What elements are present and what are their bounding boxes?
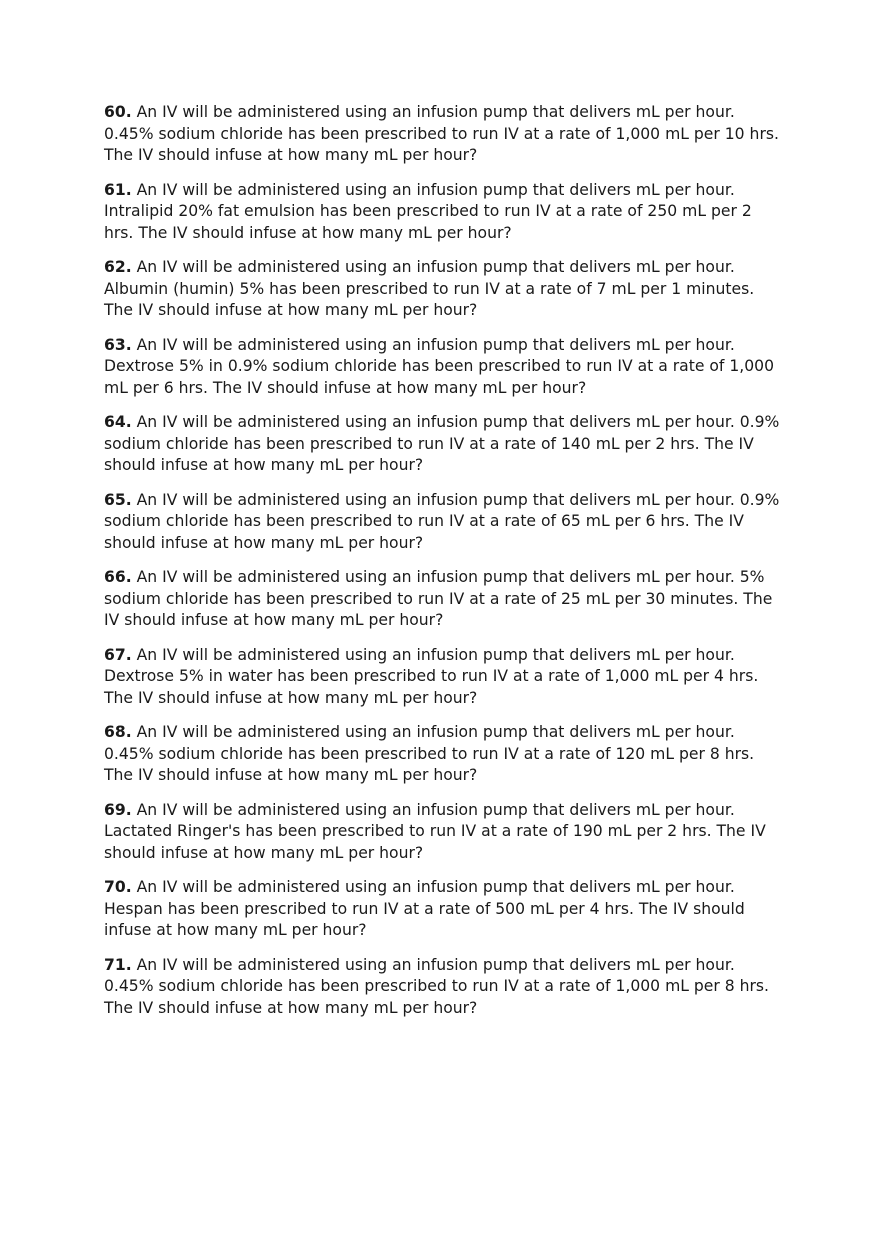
question-number: 71. — [104, 955, 132, 974]
question-text: An IV will be administered using an infusion pump that delivers mL per hour. Dextrose 5% in water has been prescribed to run IV at a rate of 1,000 mL per 4 hrs. The IV should infuse at how many mL per hour? — [104, 645, 759, 707]
question-text: An IV will be administered using an infusion pump that delivers mL per hour. 0.45% sodium chloride has been prescribed to run IV at a rate of 1,000 mL per 10 hrs. The IV should infuse at how many mL per hour? — [104, 103, 779, 164]
question-text: An IV will be administered using an infusion pump that delivers mL per hour. Dextrose 5% in 0.9% sodium chloride has been prescribed to run IV at a rate of 1,000 mL per 6 hrs. The IV should infuse at how many mL per hour? — [104, 335, 775, 397]
question-number: 70. — [104, 878, 132, 896]
question-text: An IV will be administered using an infusion pump that delivers mL per hour. 0.45% sodium chloride has been prescribed to run IV at a rate of 120 mL per 8 hrs. The IV should infuse at how many mL per hour? — [104, 723, 755, 784]
question-number: 66. — [104, 568, 132, 586]
question-number: 65. — [104, 490, 132, 509]
question-66 — [104, 567, 784, 632]
question-text: An IV will be administered using an infusion pump that delivers mL per hour. Lactated Ringer's has been prescribed to run IV at a rate of 190 mL per 2 hrs. The IV should infuse at how many mL per hour? — [104, 800, 766, 862]
question-69 — [104, 800, 784, 865]
question-number: 69. — [104, 800, 132, 819]
question-63 — [104, 335, 784, 400]
question-text: An IV will be administered using an infusion pump that delivers mL per hour. 0.45% sodium chloride has been prescribed to run IV at a rate of 1,000 mL per 8 hrs. The IV should infuse at how many mL per hour? — [104, 955, 770, 1017]
question-text: An IV will be administered using an infusion pump that delivers mL per hour. Albumin (humin) 5% has been prescribed to run IV at a rate of 7 mL per 1 minutes. The IV should infuse at how many mL per hour? — [104, 258, 755, 319]
question-68 — [104, 722, 784, 787]
question-60 — [104, 102, 784, 167]
question-67 — [104, 645, 784, 710]
question-number: 60. — [104, 103, 132, 121]
question-text: An IV will be administered using an infusion pump that delivers mL per hour. Hespan has been prescribed to run IV at a rate of 500 mL per 4 hrs. The IV should infuse at how many mL per hour? — [104, 878, 745, 939]
question-number: 62. — [104, 258, 132, 276]
question-text: An IV will be administered using an infusion pump that delivers mL per hour. 5% sodium chloride has been prescribed to run IV at a rate of 25 mL per 30 minutes. The IV should infuse at how many mL per hour? — [104, 568, 773, 629]
question-number: 63. — [104, 335, 132, 354]
question-62 — [104, 257, 784, 322]
question-61 — [104, 180, 784, 245]
question-number: 64. — [104, 413, 132, 431]
question-71 — [104, 955, 784, 1020]
question-70 — [104, 877, 784, 942]
question-text: An IV will be administered using an infusion pump that delivers mL per hour. Intralipid 20% fat emulsion has been prescribed to run IV at a rate of 250 mL per 2 hrs. The IV should infuse at how many mL per hour? — [104, 180, 752, 242]
question-number: 67. — [104, 645, 132, 664]
question-number: 61. — [104, 180, 132, 199]
question-list — [104, 102, 784, 1032]
question-65 — [104, 490, 784, 555]
question-number: 68. — [104, 723, 132, 741]
question-text: An IV will be administered using an infusion pump that delivers mL per hour. 0.9% sodium chloride has been prescribed to run IV at a rate of 140 mL per 2 hrs. The IV should infuse at how many mL per hour? — [104, 413, 780, 474]
question-text: An IV will be administered using an infusion pump that delivers mL per hour. 0.9% sodium chloride has been prescribed to run IV at a rate of 65 mL per 6 hrs. The IV should infuse at how many mL per hour? — [104, 490, 780, 552]
question-64 — [104, 412, 784, 477]
